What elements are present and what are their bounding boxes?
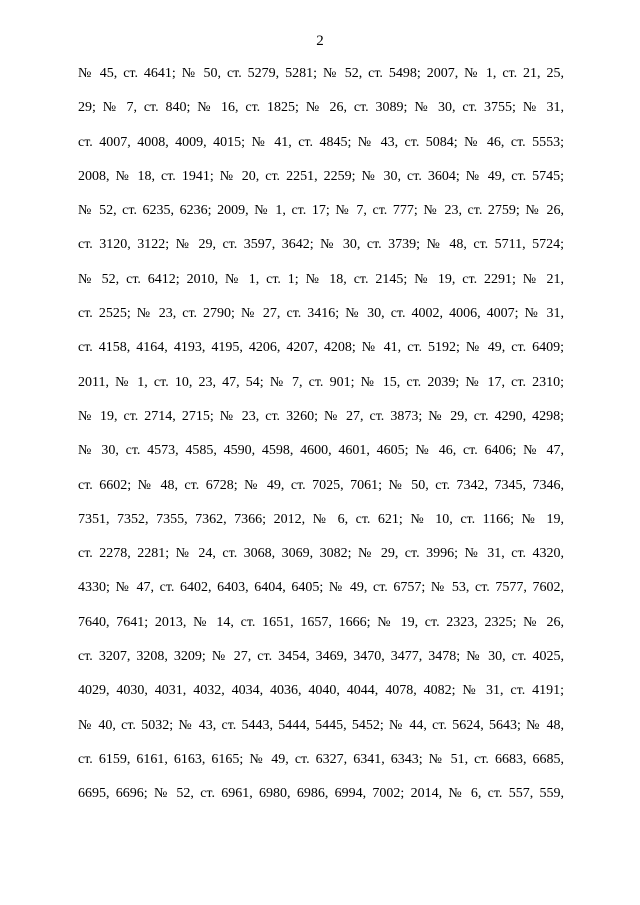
text-line: ст. 3120, 3122; № 29, ст. 3597, 3642; № 30, ст. 3739; № 48, ст. 5711, 5724; [78,237,564,253]
page-number: 2 [316,33,324,49]
text-line: ст. 4007, 4008, 4009, 4015; № 41, ст. 4845; № 43, ст. 5084; № 46, ст. 5553; [78,134,564,150]
text-line: № 52, ст. 6235, 6236; 2009, № 1, ст. 17; № 7, ст. 777; № 23, ст. 2759; № 26, [78,203,564,219]
text-line: 2008, № 18, ст. 1941; № 20, ст. 2251, 2259; № 30, ст. 3604; № 49, ст. 5745; [78,168,564,184]
text-line: ст. 4158, 4164, 4193, 4195, 4206, 4207, 4208; № 41, ст. 5192; № 49, ст. 6409; [78,340,564,356]
text-line: 2011, № 1, ст. 10, 23, 47, 54; № 7, ст. 901; № 15, ст. 2039; № 17, ст. 2310; [78,374,564,390]
text-line: ст. 3207, 3208, 3209; № 27, ст. 3454, 3469, 3470, 3477, 3478; № 30, ст. 4025, [78,649,564,665]
text-line: 7351, 7352, 7355, 7362, 7366; 2012, № 6, ст. 621; № 10, ст. 1166; № 19, [78,511,564,527]
text-line: ст. 2278, 2281; № 24, ст. 3068, 3069, 3082; № 29, ст. 3996; № 31, ст. 4320, [78,546,564,562]
text-line: 29; № 7, ст. 840; № 16, ст. 1825; № 26, ст. 3089; № 30, ст. 3755; № 31, [78,100,564,116]
text-line: 4330; № 47, ст. 6402, 6403, 6404, 6405; № 49, ст. 6757; № 53, ст. 7577, 7602, [78,580,564,596]
text-line: ст. 6602; № 48, ст. 6728; № 49, ст. 7025, 7061; № 50, ст. 7342, 7345, 7346, [78,477,564,493]
body-text [78,64,564,819]
text-line: ст. 6159, 6161, 6163, 6165; № 49, ст. 6327, 6341, 6343; № 51, ст. 6683, 6685, [78,751,564,767]
text-line: 6695, 6696; № 52, ст. 6961, 6980, 6986, 6994, 7002; 2014, № 6, ст. 557, 559, [78,786,564,802]
text-line: № 19, ст. 2714, 2715; № 23, ст. 3260; № 27, ст. 3873; № 29, ст. 4290, 4298; [78,408,564,424]
text-line: ст. 2525; № 23, ст. 2790; № 27, ст. 3416; № 30, ст. 4002, 4006, 4007; № 31, [78,306,564,322]
text-line: № 40, ст. 5032; № 43, ст. 5443, 5444, 5445, 5452; № 44, ст. 5624, 5643; № 48, [78,717,564,733]
text-line: 7640, 7641; 2013, № 14, ст. 1651, 1657, 1666; № 19, ст. 2323, 2325; № 26, [78,614,564,630]
text-line: № 30, ст. 4573, 4585, 4590, 4598, 4600, 4601, 4605; № 46, ст. 6406; № 47, [78,443,564,459]
text-line: 4029, 4030, 4031, 4032, 4034, 4036, 4040, 4044, 4078, 4082; № 31, ст. 4191; [78,683,564,699]
text-line: № 52, ст. 6412; 2010, № 1, ст. 1; № 18, ст. 2145; № 19, ст. 2291; № 21, [78,271,564,287]
text-line: № 45, ст. 4641; № 50, ст. 5279, 5281; № 52, ст. 5498; 2007, № 1, ст. 21, 25, [78,66,564,81]
